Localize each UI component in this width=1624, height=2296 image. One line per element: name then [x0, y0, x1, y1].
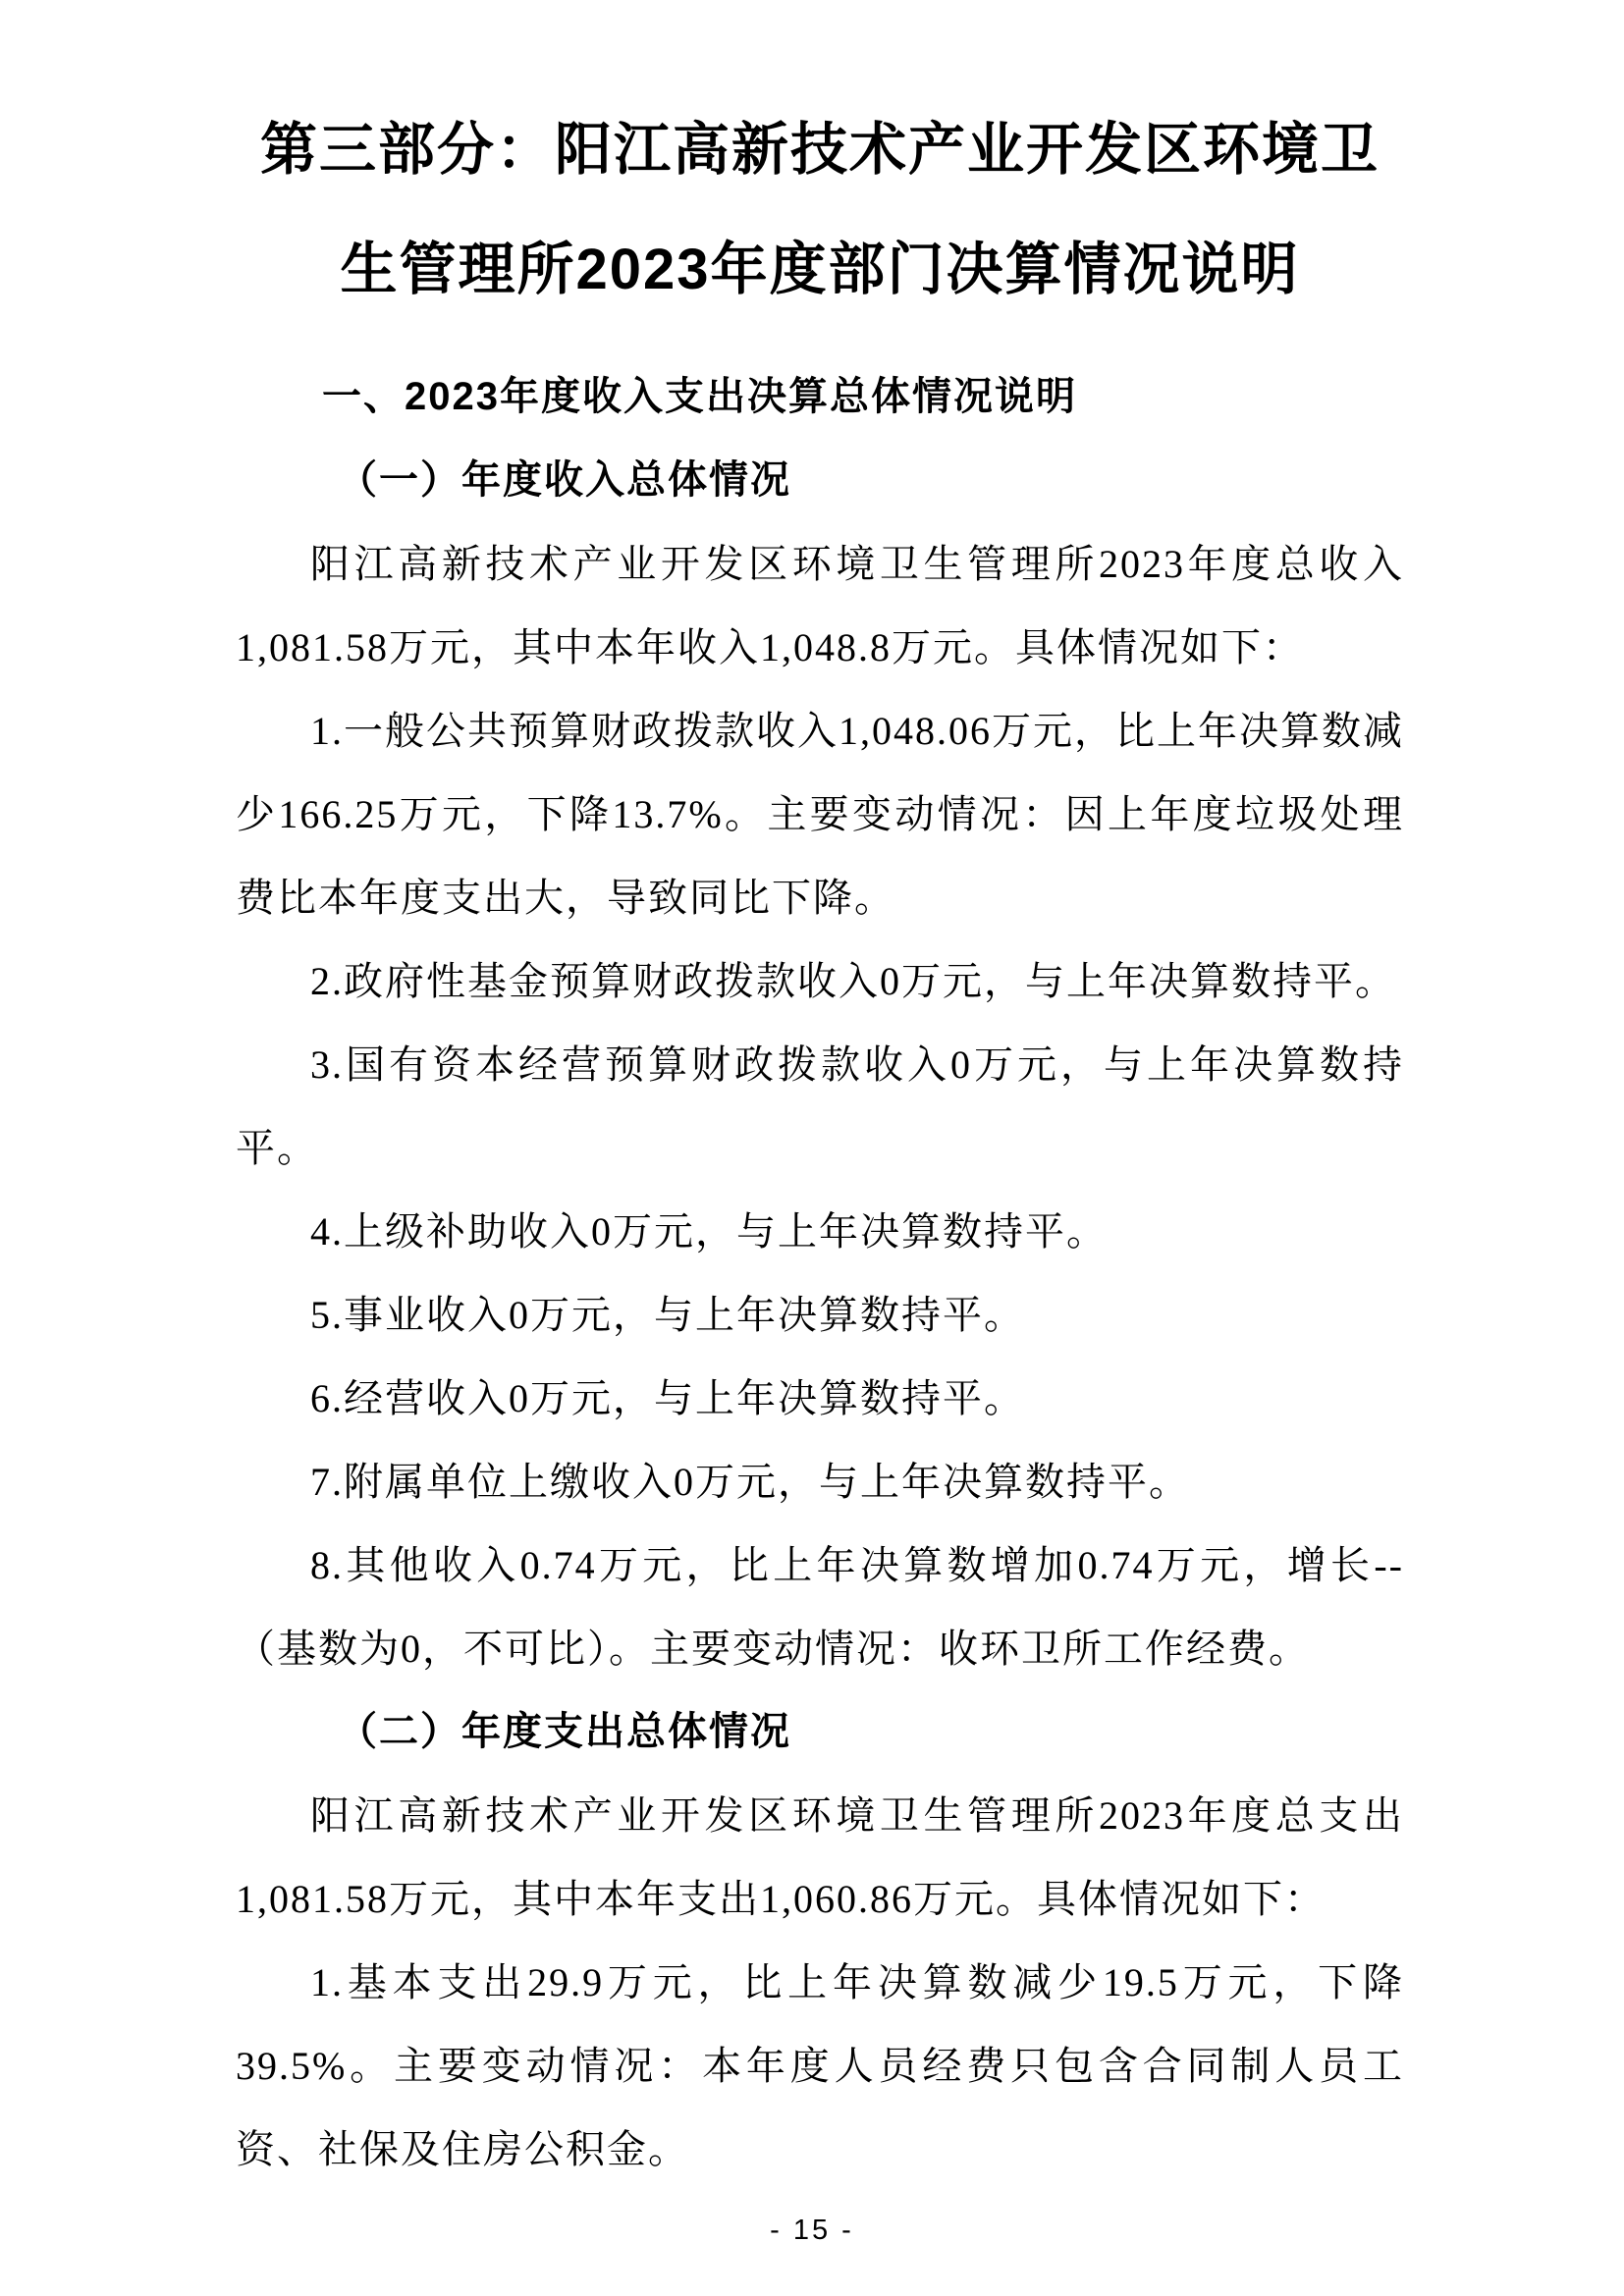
expense-intro-paragraph: 阳江高新技术产业开发区环境卫生管理所2023年度总支出1,081.58万元，其中本年支出1,060.86万元。具体情况如下：	[236, 1793, 1404, 1921]
income-item-1: 1.一般公共预算财政拨款收入1,048.06万元，比上年决算数减少166.25万元，下降13.7%。主要变动情况：因上年度垃圾处理费比本年度支出大，导致同比下降。	[236, 709, 1404, 920]
subsection-heading-income: （一）年度收入总体情况	[338, 458, 791, 502]
income-item-5: 5.事业收入0万元，与上年决算数持平。	[310, 1293, 1025, 1337]
page-footer	[0, 2215, 1624, 2247]
subsection-heading-expense: （二）年度支出总体情况	[338, 1710, 791, 1753]
income-item-8: 8.其他收入0.74万元，比上年决算数增加0.74万元，增长--（基数为0，不可比）。主要变动情况：收环卫所工作经费。	[236, 1543, 1404, 1671]
page-number: - 15 -	[770, 2215, 854, 2246]
section-heading-overview: 一、2023年度收入支出决算总体情况说明	[322, 375, 1077, 418]
income-item-6: 6.经营收入0万元，与上年决算数持平。	[310, 1376, 1025, 1420]
income-intro-paragraph: 阳江高新技术产业开发区环境卫生管理所2023年度总收入1,081.58万元，其中本年收入1,048.8万元。具体情况如下：	[236, 542, 1404, 669]
expense-item-1: 1.基本支出29.9万元，比上年决算数减少19.5万元，下降39.5%。主要变动情况：本年度人员经费只包含合同制人员工资、社保及住房公积金。	[236, 1960, 1404, 2171]
income-item-7: 7.附属单位上缴收入0万元，与上年决算数持平。	[310, 1460, 1190, 1504]
document-title: 第三部分：阳江高新技术产业开发区环境卫生管理所2023年度部门决算情况说明	[259, 118, 1380, 301]
income-item-2: 2.政府性基金预算财政拨款收入0万元，与上年决算数持平。	[310, 959, 1396, 1003]
page-content	[236, 0, 1404, 2191]
income-item-4: 4.上级补助收入0万元，与上年决算数持平。	[310, 1209, 1108, 1254]
income-item-3: 3.国有资本经营预算财政拨款收入0万元，与上年决算数持平。	[236, 1042, 1404, 1170]
